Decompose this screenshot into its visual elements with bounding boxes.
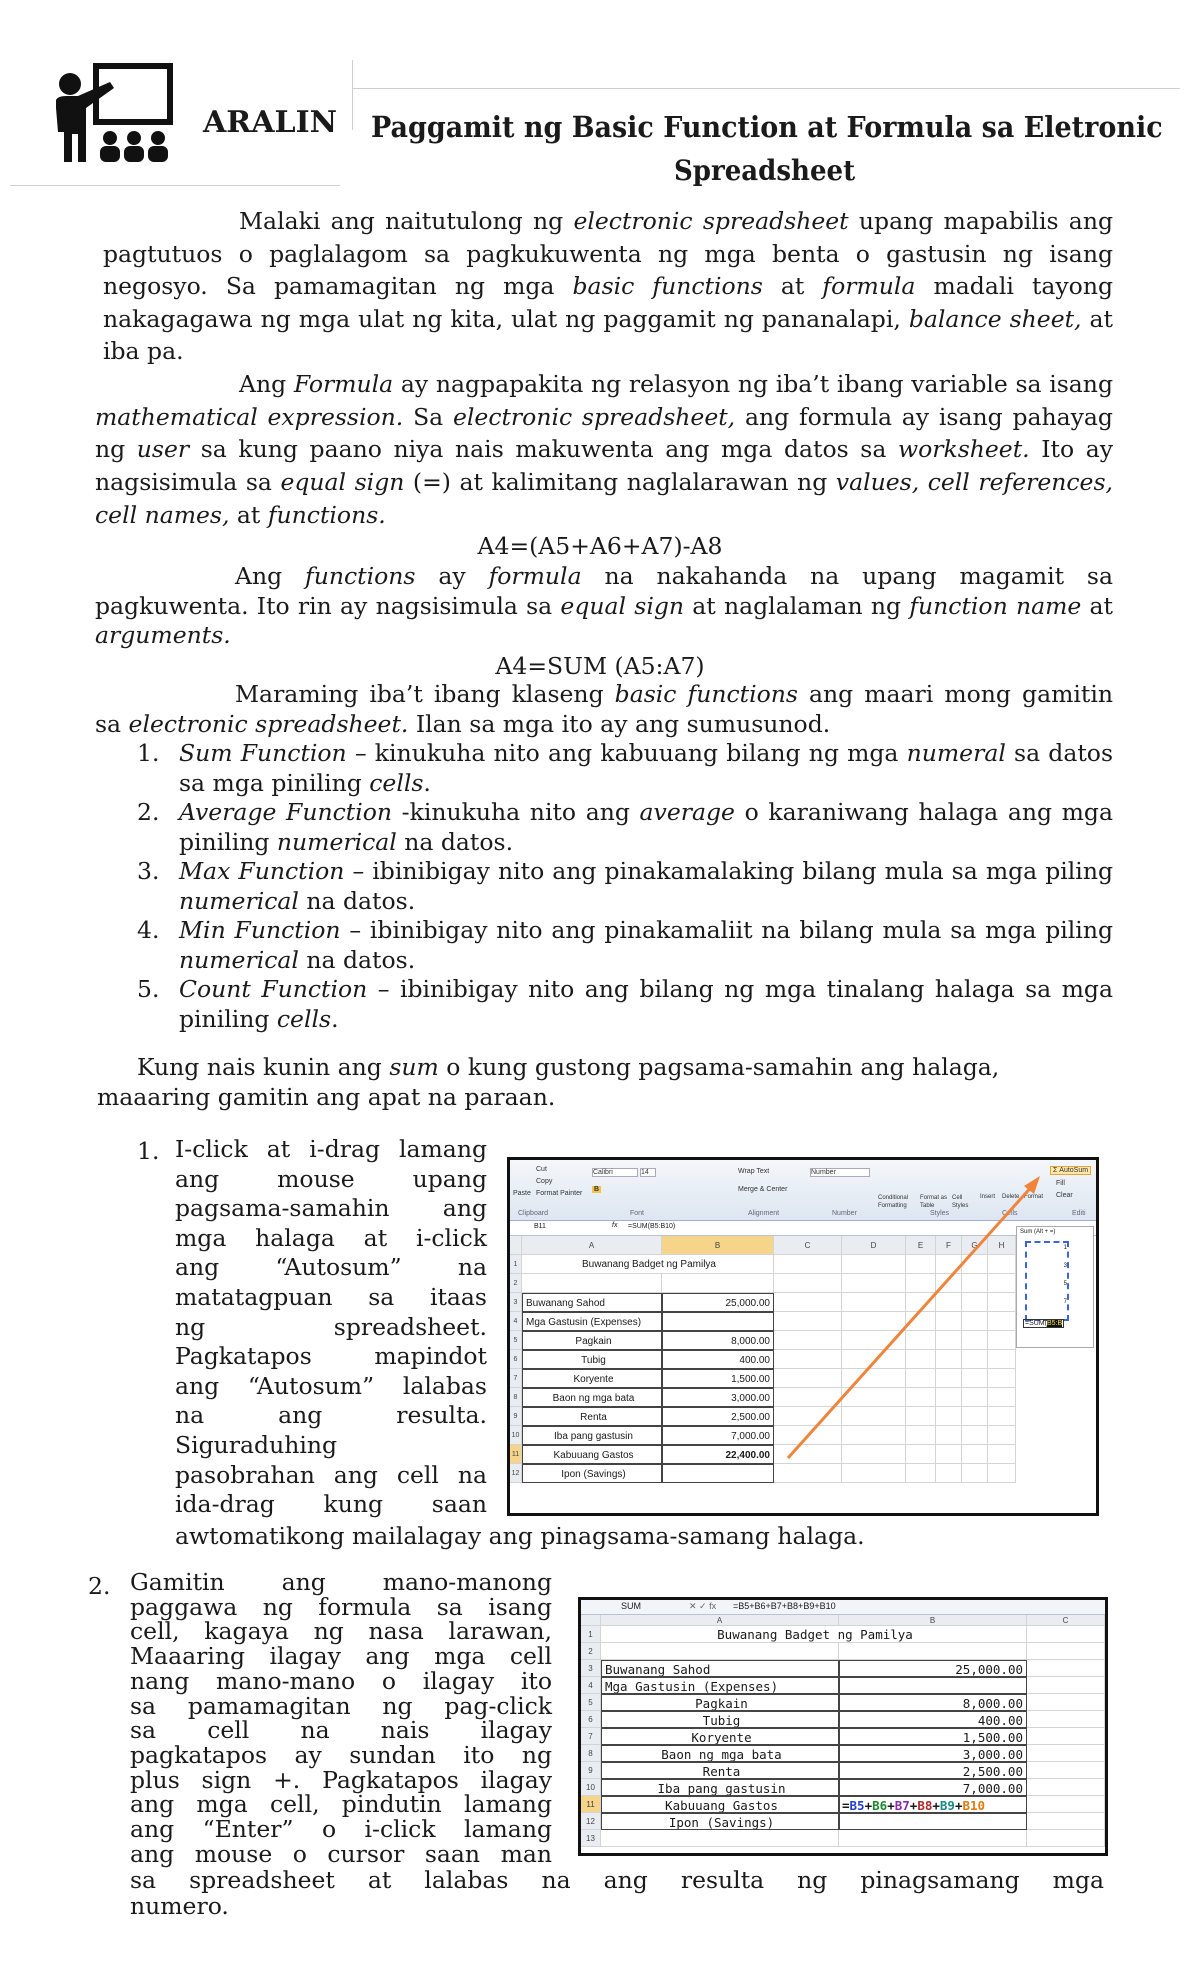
clear-button[interactable]: Clear <box>1056 1192 1073 1199</box>
method2-line13: sa spreadsheet at lalabas na ang resulta ng pinagsamang mga <box>130 1866 1104 1894</box>
row-header[interactable]: 13 <box>581 1830 601 1847</box>
list-item-sum: 1. Sum Function – kinukuha nito ang kabuuang bilang ng mga numeral sa datos sa mga piniling cells. <box>137 739 1114 797</box>
formula-bar-symbols: ✕ ✓ fx <box>689 1601 717 1611</box>
copy-button[interactable]: Copy <box>536 1178 553 1185</box>
sigma-icon: Σ <box>1053 1167 1060 1174</box>
cell-label[interactable]: Iba pang gastusin <box>601 1779 839 1796</box>
format-button[interactable]: Format <box>1024 1194 1044 1200</box>
paste-button[interactable]: Paste <box>513 1190 531 1197</box>
row-header[interactable]: 12 <box>510 1464 522 1483</box>
formula-token: + <box>864 1798 873 1813</box>
cell-label[interactable]: Koryente <box>522 1369 662 1388</box>
arrow-to-autosum <box>510 1160 1096 1513</box>
header-top-rule <box>352 88 1180 89</box>
delete-button[interactable]: Delete <box>1002 1194 1020 1200</box>
formula-token: + <box>932 1798 940 1813</box>
cell-label[interactable]: Buwanang Sahod <box>601 1660 839 1677</box>
cell-value[interactable]: 25,000.00 <box>662 1293 774 1312</box>
font-size-select[interactable]: 14 <box>640 1168 656 1177</box>
page-title-line2: Spreadsheet <box>674 154 856 187</box>
cell-styles-button[interactable]: Cell Styles <box>952 1195 969 1209</box>
cell-value[interactable]: 400.00 <box>839 1711 1027 1728</box>
empty-cell[interactable] <box>1027 1643 1105 1660</box>
col-header-c[interactable]: C <box>774 1236 842 1255</box>
empty-cell[interactable] <box>1027 1813 1105 1830</box>
cell-value[interactable]: 2,500.00 <box>662 1407 774 1426</box>
format-painter-button[interactable]: Format Painter <box>536 1190 583 1197</box>
fx-icon: fx <box>612 1222 618 1229</box>
font-name-select[interactable]: Calibri <box>592 1168 638 1177</box>
col-header-f[interactable]: F <box>936 1236 962 1255</box>
formula-token: B7 <box>894 1798 910 1813</box>
cell-label[interactable]: Renta <box>522 1407 662 1426</box>
row-header[interactable]: 1 <box>510 1255 522 1274</box>
col-header-e[interactable]: E <box>906 1236 936 1255</box>
cell-value[interactable]: 3,000.00 <box>839 1745 1027 1762</box>
cell-label[interactable]: Mga Gastusin (Expenses) <box>522 1312 662 1331</box>
teacher-presenting-icon <box>48 62 176 170</box>
cell-value[interactable]: 8,000.00 <box>839 1694 1027 1711</box>
empty-cell[interactable] <box>1027 1711 1105 1728</box>
paragraph-sum-methods: Kung nais kunin ang sum o kung gustong pagsama-samahin ang halaga, maaaring gamitin ang apat na paraan. <box>97 1053 1000 1111</box>
inset-value: 3 <box>1063 1263 1067 1269</box>
row-header[interactable]: 7 <box>510 1369 522 1388</box>
row-header[interactable]: 5 <box>581 1694 601 1711</box>
page-title-line1: Paggamit ng Basic Function at Formula sa Eletronic <box>371 110 1163 144</box>
col-header-g[interactable]: G <box>962 1236 988 1255</box>
formula-token: + <box>909 1798 918 1813</box>
cell-label[interactable]: Tubig <box>601 1711 839 1728</box>
merge-center-button[interactable]: Merge & Center <box>738 1186 788 1193</box>
formula-token: B5 <box>849 1798 865 1813</box>
cell-value[interactable] <box>839 1830 1027 1847</box>
row-header[interactable]: 4 <box>510 1312 522 1331</box>
cell-value[interactable]: 25,000.00 <box>839 1660 1027 1677</box>
group-label-editing: Editi <box>1072 1210 1086 1217</box>
paragraph-basic-functions: Maraming iba’t ibang klaseng basic functions ang maari mong gamitin sa electronic spreadsheet. Ilan sa mga ito ay ang sumusunod. <box>95 680 1113 738</box>
method1-last-line: awtomatikong mailalagay ang pinagsama-samang halaga. <box>175 1522 865 1550</box>
cell-label[interactable]: Kabuuang Gastos <box>522 1445 662 1464</box>
empty-cell[interactable] <box>1027 1796 1105 1813</box>
empty-cell[interactable] <box>1027 1677 1105 1694</box>
row-header[interactable]: 11 <box>510 1445 522 1464</box>
cell-value[interactable]: 400.00 <box>662 1350 774 1369</box>
formula-entry-cell[interactable] <box>839 1796 1027 1813</box>
row-header[interactable]: 1 <box>581 1626 601 1643</box>
cell-label[interactable]: Iba pang gastusin <box>522 1426 662 1445</box>
row-header[interactable]: 4 <box>581 1677 601 1694</box>
row-header[interactable]: 5 <box>510 1331 522 1350</box>
col-header-d[interactable]: D <box>842 1236 906 1255</box>
cell-label[interactable]: Kabuuang Gastos <box>601 1796 839 1813</box>
inset-value: 5 <box>1063 1281 1067 1287</box>
inset-value: 1 <box>1063 1245 1067 1251</box>
list-item-count: 5. Count Function – ibinibigay nito ang bilang ng mga tinalang halaga sa mga piniling cells. <box>137 975 1113 1033</box>
formula-token: B9 <box>939 1798 955 1813</box>
paragraph-functions: Ang functions ay formula na nakahanda na upang magamit sa pagkuwenta. Ito rin ay nagsisimula sa equal sign at naglalaman ng function name at arguments. <box>95 562 1113 649</box>
cell-value[interactable]: 3,000.00 <box>662 1388 774 1407</box>
cell-label[interactable]: Pagkain <box>522 1331 662 1350</box>
name-box[interactable]: B11 <box>534 1223 546 1230</box>
fill-button[interactable]: Fill <box>1056 1180 1065 1187</box>
empty-cell[interactable] <box>1027 1728 1105 1745</box>
cell-label[interactable]: Tubig <box>522 1350 662 1369</box>
cell-label[interactable]: Renta <box>601 1762 839 1779</box>
autosum-tooltip-title: Sum (Alt + =) <box>1020 1229 1056 1235</box>
cell-value[interactable]: 8,000.00 <box>662 1331 774 1350</box>
cell-value[interactable]: 7,000.00 <box>839 1779 1027 1796</box>
method2-number: 2. <box>88 1572 111 1600</box>
paragraph-formula: Ang Formula ay nagpapakita ng relasyon ng iba’t ibang variable sa isang mathematical expression. Sa electronic spreadsheet, ang formula ay isang pahayag ng user sa kung paano niya nais makuwenta ang mga datos sa worksheet. Ito ay nagsisimula sa equal sign (=) at kalimitang naglalarawan ng values, cell references, cell names, at functions. <box>95 370 1113 529</box>
col-header-a[interactable]: A <box>522 1236 662 1255</box>
cut-button[interactable]: Cut <box>536 1166 547 1173</box>
bold-button[interactable]: B <box>594 1186 600 1193</box>
cell-label[interactable]: Koryente <box>601 1728 839 1745</box>
insert-button[interactable]: Insert <box>980 1194 996 1200</box>
cell-label[interactable]: Baon ng mga bata <box>601 1745 839 1762</box>
number-format-select[interactable]: Number <box>810 1168 870 1177</box>
group-label-font: Font <box>630 1210 645 1217</box>
formula-example: A4=(A5+A6+A7)-A8 <box>477 532 723 560</box>
formula-token: B10 <box>962 1798 986 1813</box>
lesson-label: ARALIN <box>203 105 338 140</box>
row-header[interactable]: 2 <box>581 1643 601 1660</box>
cell-value[interactable]: 2,500.00 <box>839 1762 1027 1779</box>
group-label-cells: Cells <box>1002 1210 1018 1217</box>
method2-line14: numero. <box>130 1892 229 1920</box>
group-label-styles: Styles <box>930 1210 950 1217</box>
cell-value[interactable] <box>839 1813 1027 1830</box>
method1-number: 1. <box>137 1137 160 1165</box>
spreadsheet-manual-formula-screenshot <box>578 1597 1108 1856</box>
group-label-number: Number <box>832 1210 857 1217</box>
cell-value[interactable]: 1,500.00 <box>662 1369 774 1388</box>
cell-label[interactable] <box>601 1830 839 1847</box>
formula-token: = <box>842 1798 850 1813</box>
row-header[interactable]: 10 <box>581 1779 601 1796</box>
formula-input-2[interactable]: =B5+B6+B7+B8+B9+B10 <box>733 1601 836 1611</box>
empty-cell[interactable] <box>1027 1626 1105 1643</box>
row-header[interactable]: 11 <box>581 1796 601 1813</box>
formula-token: + <box>887 1798 895 1813</box>
row-header[interactable]: 9 <box>581 1762 601 1779</box>
col-header-b-2[interactable]: B <box>839 1615 1027 1626</box>
function-example: A4=SUM (A5:A7) <box>495 652 705 680</box>
row-header[interactable]: 8 <box>581 1745 601 1762</box>
row-header[interactable]: 6 <box>581 1711 601 1728</box>
conditional-formatting-button[interactable]: Conditional Formatting <box>878 1195 909 1209</box>
row-header[interactable]: 10 <box>510 1426 522 1445</box>
cell-value[interactable] <box>839 1677 1027 1694</box>
autosum-button[interactable]: Σ AutoSum <box>1050 1166 1091 1175</box>
group-label-clipboard: Clipboard <box>518 1210 548 1217</box>
col-header-c-2[interactable]: C <box>1027 1615 1105 1626</box>
total-cell-selected[interactable]: 22,400.00 <box>662 1445 774 1464</box>
wrap-text-button[interactable]: Wrap Text <box>738 1168 770 1175</box>
empty-cell[interactable] <box>1027 1694 1105 1711</box>
row-header[interactable]: 2 <box>510 1274 522 1293</box>
cell-label[interactable]: Pagkain <box>601 1694 839 1711</box>
empty-cell[interactable] <box>1027 1660 1105 1677</box>
formula-bar-2 <box>581 1600 1105 1615</box>
sheet-title-cell[interactable]: Buwanang Badget ng Pamilya <box>601 1626 1027 1643</box>
formula-token: B8 <box>917 1798 933 1813</box>
col-header-b[interactable]: B <box>662 1236 774 1255</box>
row-header[interactable]: 3 <box>510 1293 522 1312</box>
spreadsheet-autosum-screenshot <box>507 1157 1099 1516</box>
inset-value: 7 <box>1063 1299 1067 1305</box>
empty-cell[interactable] <box>1027 1830 1105 1847</box>
list-item-max: 3. Max Function – ibinibigay nito ang pinakamalaking bilang mula sa mga piling numerical na datos. <box>137 857 1114 915</box>
empty-cell[interactable] <box>1027 1762 1105 1779</box>
empty-cell[interactable] <box>1027 1745 1105 1762</box>
list-item-average: 2. Average Function -kinukuha nito ang average o karaniwang halaga ang mga piniling numerical na datos. <box>137 798 1113 856</box>
header-vertical-rule <box>352 60 353 130</box>
cell-value[interactable] <box>839 1643 1027 1660</box>
row-header[interactable]: 3 <box>581 1660 601 1677</box>
list-item-min: 4. Min Function – ibinibigay nito ang pinakamaliit na bilang mula sa mga piling numerical na datos. <box>137 916 1113 974</box>
cell-value[interactable]: 1,500.00 <box>839 1728 1027 1745</box>
formula-input[interactable]: =SUM(B5:B10) <box>628 1223 676 1230</box>
functions-list <box>97 739 1113 1034</box>
row-header[interactable]: 6 <box>510 1350 522 1369</box>
paragraph-intro: Malaki ang naitutulong ng electronic spreadsheet upang mapabilis ang pagtutuos o paglalagom sa pagkukuwenta ng mga benta o gastusin ng isang negosyo. Sa pamamagitan ng mga basic functions at formula madali tayong nakagagawa ng mga ulat ng kita, ulat ng paggamit ng pananalapi, balance sheet, at iba pa. <box>103 207 1113 365</box>
row-header[interactable]: 9 <box>510 1407 522 1426</box>
format-as-table-button[interactable]: Format as Table <box>920 1195 948 1209</box>
sheet-title-cell[interactable]: Buwanang Badget ng Pamilya <box>522 1255 774 1274</box>
col-header-a-2[interactable]: A <box>601 1615 839 1626</box>
inset-formula: =SUM(B5:B <box>1025 1320 1063 1327</box>
row-header[interactable]: 8 <box>510 1388 522 1407</box>
cell-label[interactable]: Ipon (Savings) <box>601 1813 839 1830</box>
formula-token: + <box>954 1798 963 1813</box>
row-header[interactable]: 7 <box>581 1728 601 1745</box>
cell-label[interactable]: Baon ng mga bata <box>522 1388 662 1407</box>
cell-label[interactable]: Mga Gastusin (Expenses) <box>601 1677 839 1694</box>
name-box-2[interactable]: SUM <box>621 1601 641 1611</box>
cell-label[interactable]: Buwanang Sahod <box>522 1293 662 1312</box>
empty-cell[interactable] <box>1027 1779 1105 1796</box>
cell-value[interactable]: 7,000.00 <box>662 1426 774 1445</box>
formula-token: B6 <box>872 1798 888 1813</box>
header-bottom-rule <box>10 185 340 186</box>
row-header[interactable]: 12 <box>581 1813 601 1830</box>
method1-text: I-click at i-drag lamang ang mouse upang pagsama-samahin ang mga halaga at i-click ang “Autosum” na matatagpuan sa itaas ng spreadsheet. Pagkatapos mapindot ang “Autosum” lalabas na ang resulta. Siguraduhing pasobrahan ang cell na ida-drag kung saan <box>175 1135 487 1519</box>
method2-text: Gamitin ang mano-manong paggawa ng formula sa isang cell, kagaya ng nasa larawan, Maaaring ilagay ang mga cell nang mano-mano o ilagay ito sa pamamagitan ng pag-click sa cell na nais ilagay pagkatapos ay sundan ito ng plus sign +. Pagkatapos ilagay ang mga cell, pindutin lamang ang “Enter” o i-click lamang ang mouse o cursor saan man <box>130 1568 552 1868</box>
group-label-alignment: Alignment <box>748 1210 780 1217</box>
cell-label[interactable]: Ipon (Savings) <box>522 1464 662 1483</box>
col-header-h[interactable]: H <box>988 1236 1016 1255</box>
cell-label[interactable] <box>601 1643 839 1660</box>
